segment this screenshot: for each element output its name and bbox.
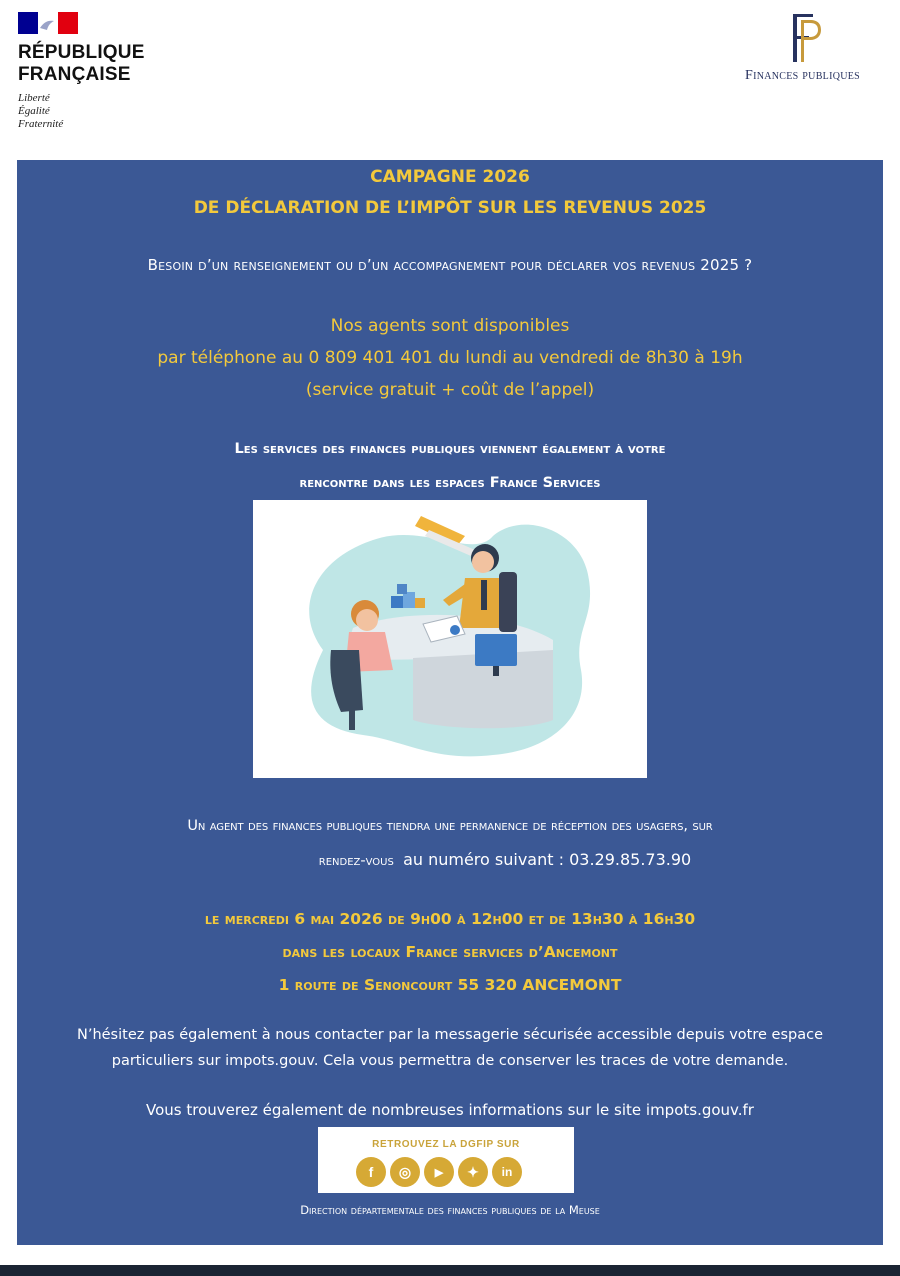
- republique-title-line2: FRANÇAISE: [18, 64, 131, 85]
- date-block: [17, 903, 883, 1002]
- contact-line2: particuliers sur impots.gouv. Cela vous permettra de conserver les traces de votre demande.: [111, 1053, 789, 1069]
- poster-panel: [17, 160, 883, 1245]
- permanence-phone: au numéro suivant : 03.29.85.73.90: [403, 850, 692, 869]
- agents-phone: par téléphone au 0 809 401 401 du lundi au vendredi de 8h30 à 19h: [157, 348, 743, 368]
- linkedin-icon[interactable]: in: [492, 1157, 522, 1187]
- motto-egalite: Égalité: [18, 105, 50, 117]
- permanence-line2: [17, 843, 883, 878]
- instagram-icon[interactable]: ◎: [390, 1157, 420, 1187]
- address-line: 1 route de Senoncourt 55 320 ANCEMONT: [278, 976, 622, 994]
- agents-block: [17, 310, 883, 406]
- republique-title-line1: RÉPUBLIQUE: [18, 42, 145, 63]
- permanence-rendezvous: rendez-vous: [318, 853, 394, 869]
- republique-motto: [18, 92, 188, 131]
- motto-fraternite: Fraternité: [18, 118, 64, 130]
- permanence-line1: Un agent des finances publiques tiendra une permanence de réception des usagers, sur: [187, 818, 713, 834]
- fp-monogram-icon: [780, 10, 826, 66]
- services-block: [17, 432, 883, 500]
- marianne-flag-icon: [18, 12, 78, 34]
- youtube-icon[interactable]: ▶: [424, 1157, 454, 1187]
- finances-publiques-logo: [715, 10, 890, 84]
- question-text: Besoin d’un renseignement ou d’un accompagnement pour déclarer vos revenus 2025 ?: [147, 256, 753, 274]
- permanence-block: [17, 810, 883, 878]
- direction-footer: Direction départementale des finances publiques de la Meuse: [300, 1203, 600, 1217]
- finances-publiques-name: Finances publiques: [744, 68, 861, 83]
- contact-block: [17, 1022, 883, 1074]
- declaration-title: DE DÉCLARATION DE L’IMPÔT SUR LES REVENUS 2025: [193, 198, 707, 218]
- bottom-strip: [0, 1265, 900, 1276]
- republique-title: [18, 42, 188, 86]
- services-line1: Les services des finances publiques viennent également à votre: [234, 441, 666, 457]
- location-line: dans les locaux France services d’Ancemont: [282, 943, 618, 961]
- agents-available: Nos agents sont disponibles: [330, 316, 570, 336]
- social-icons: [356, 1157, 522, 1187]
- services-line2: rencontre dans les espaces France Services: [299, 475, 601, 491]
- poster-title: [17, 162, 883, 224]
- republique-francaise-logo: [18, 12, 188, 131]
- info-line: Vous trouverez également de nombreuses informations sur le site impots.gouv.fr: [146, 1101, 754, 1119]
- dgfip-social-box: [318, 1127, 574, 1193]
- office-meeting-illustration: [253, 500, 647, 778]
- campaign-title: CAMPAGNE 2026: [370, 167, 530, 187]
- social-title: RETROUVEZ LA DGFIP SUR: [372, 1139, 520, 1150]
- facebook-icon[interactable]: f: [356, 1157, 386, 1187]
- date-line: le mercredi 6 mai 2026 de 9h00 à 12h00 et de 13h30 à 16h30: [204, 910, 696, 928]
- motto-liberte: Liberté: [18, 92, 50, 104]
- contact-line1: N’hésitez pas également à nous contacter par la messagerie sécurisée accessible depuis votre espace: [76, 1027, 823, 1043]
- agents-cost: (service gratuit + coût de l’appel): [305, 380, 595, 400]
- twitter-icon[interactable]: ✦: [458, 1157, 488, 1187]
